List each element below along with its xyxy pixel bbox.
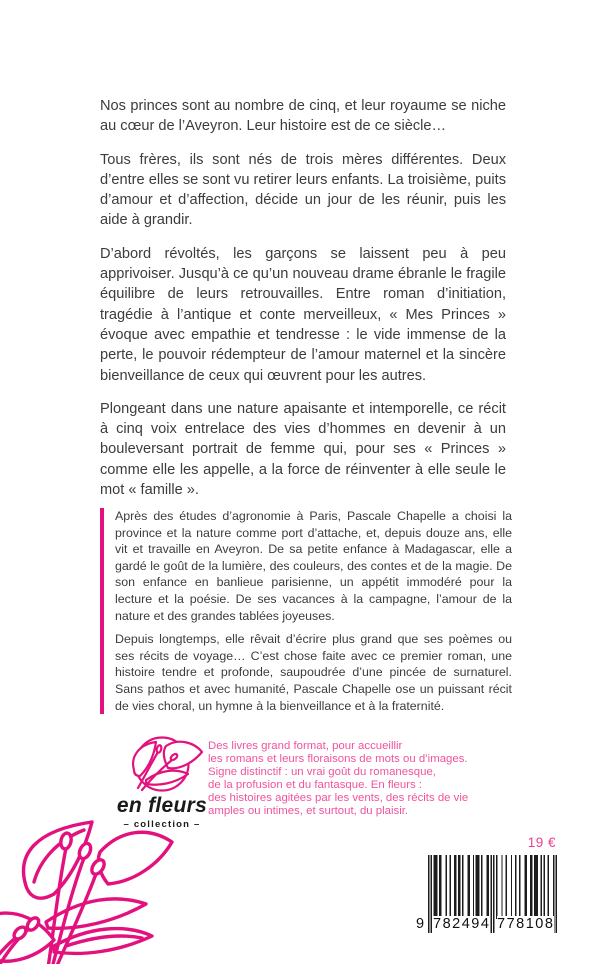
collection-description-line: les romans et leurs floraisons de mots ou d’images. (208, 752, 468, 765)
collection-description-line: de la profusion et du fantasque. En fleurs : (208, 778, 423, 791)
synopsis (100, 96, 506, 513)
collection-description (208, 740, 518, 817)
collection-description-line: Des livres grand format, pour accueillir (208, 740, 403, 752)
bio-paragraph: Depuis longtemps, elle rêvait d’écrire plus grand que ses poèmes ou ses récits de voyage… C’est chose faite avec ce premier roman, une histoire tendre et profonde, saupoudrée d’une pincée de surnaturel. Sans pathos et avec humanité, Pascale Chapelle ose un puissant récit de vies choral, un hymne à la bienveillance et à la fraternité. (115, 632, 512, 713)
lily-badge-icon (116, 736, 208, 793)
price-label: 19 € (527, 835, 556, 850)
barcode-digits-left: 782494 (433, 916, 491, 932)
synopsis-paragraph: D’abord révoltés, les garçons se laissent peu à peu apprivoiser. Jusqu’à ce qu’un nouveau drame ébranle le fragile équilibre de leurs retrouvailles. Entre roman d’initiation, tragédie à l’antique et conte merveilleux, « Mes Princes » évoque avec empathie et tendresse : le vide immense de la perte, le pouvoir rédempteur de l’amour maternel et la sincère bienveillance de ceux qui œuvrent pour les autres. (100, 245, 506, 384)
author-bio (100, 508, 512, 714)
barcode-digit-first: 9 (416, 916, 427, 933)
collection-name: en fleurs (116, 794, 208, 817)
synopsis-paragraph: Plongeant dans une nature apaisante et intemporelle, ce récit à cinq voix entrelace des vies d’hommes en devenir à un bouleversant portrait de femme qui, pour ses « Princes » comme elle les appelle, a la force de réinventer à elle seule le mot « famille ». (100, 400, 506, 499)
isbn-barcode (416, 855, 557, 933)
barcode-digits-right: 778108 (497, 916, 555, 932)
synopsis-paragraph: Nos princes sont au nombre de cinq, et leur royaume se niche au cœur de l’Aveyron. Leur histoire est de ce siècle… (100, 98, 506, 135)
collection-description-line: Signe distinctif : un vrai goût du romanesque, (208, 765, 436, 778)
bio-paragraph: Après des études d’agronomie à Paris, Pascale Chapelle a choisi la province et la nature comme port d’attache, et, depuis douze ans, elle vit et travaille en Aveyron. De sa petite enfance à Madagascar, elle a gardé le goût de la lumière, des couleurs, des contes et de la magie. De son enfance en banlieue parisienne, un appétit immodéré pour la lecture et la poésie. De ses vacances à la campagne, l’amour de la nature et des grandes tablées joyeuses. (115, 509, 512, 623)
collection-subtitle: – collection – (123, 819, 201, 830)
collection-description-line: amples ou intimes, et surtout, du plaisir. (208, 804, 409, 817)
lily-flower-illustration (0, 816, 184, 964)
collection-description-line: des histoires agitées par les vents, des récits de vie (208, 791, 469, 804)
synopsis-paragraph: Tous frères, ils sont nés de trois mères différentes. Deux d’entre elles se sont vu retirer leurs enfants. La troisième, puits d’amour et d’affection, décide un jour de les réunir, puis les aide à grandir. (100, 151, 506, 229)
